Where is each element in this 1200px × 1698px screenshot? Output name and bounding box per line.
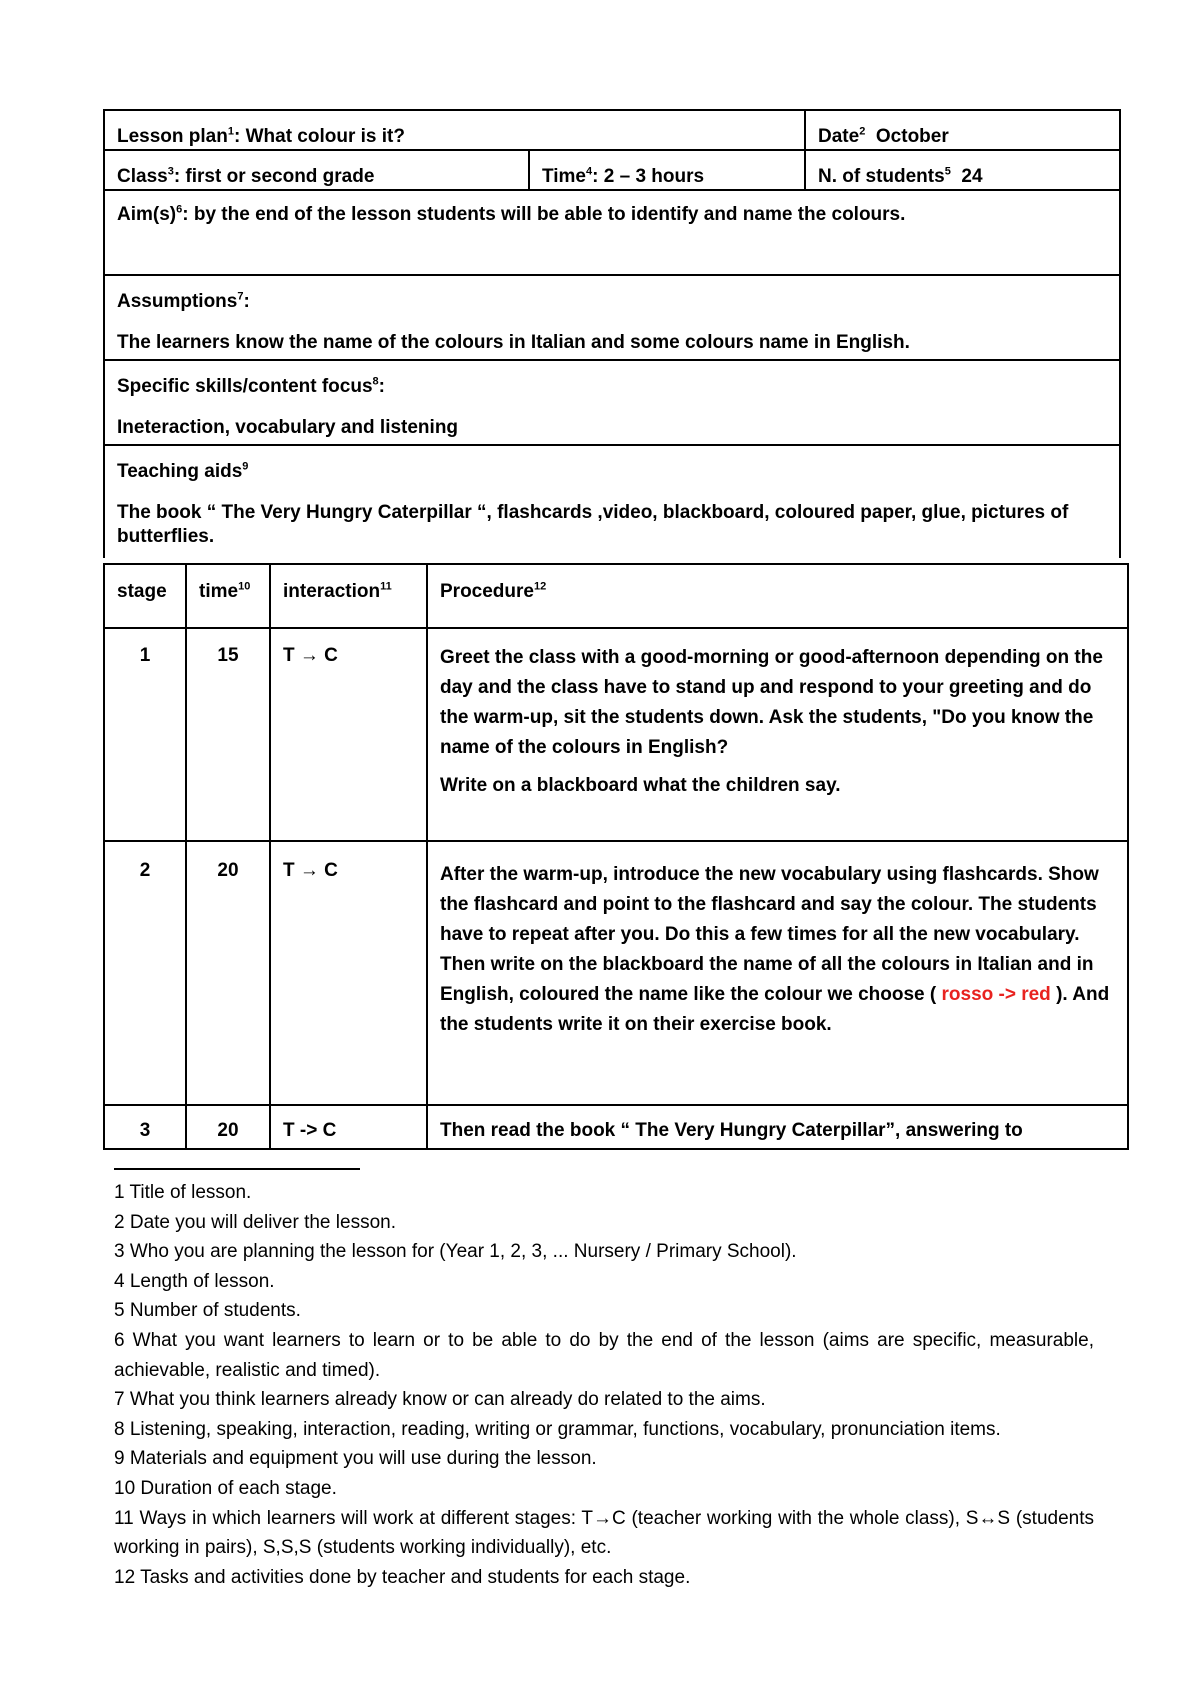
footnote-item: 4 Length of lesson.	[114, 1270, 275, 1292]
class-cell	[104, 150, 529, 190]
skills-value: Ineteraction, vocabulary and listening	[117, 417, 459, 438]
footnotes	[114, 1178, 1094, 1592]
footnote-ref: 7	[237, 290, 244, 303]
aids-label: Teaching aids	[117, 461, 243, 482]
col-interaction-header	[270, 564, 427, 628]
footnote-item: 7 What you think learners already know or can already do related to the aims.	[114, 1389, 766, 1411]
procedure-text: Write on a blackboard what the children say.	[440, 775, 841, 796]
procedure-table	[103, 563, 1129, 1150]
class-value: : first or second grade	[173, 166, 375, 187]
col-stage-header	[104, 564, 186, 628]
col-time-header	[186, 564, 270, 628]
class-row	[104, 150, 1120, 190]
procedure-cell	[427, 841, 1128, 1105]
time-cell: 20	[186, 841, 270, 1105]
assumptions-cell	[104, 275, 1120, 360]
class-label: Class	[117, 166, 168, 187]
footnote-item: 9 Materials and equipment you will use during the lesson.	[114, 1448, 597, 1470]
footnote-item: 10 Duration of each stage.	[114, 1477, 337, 1499]
lesson-row	[104, 110, 1120, 150]
stage-cell: 1	[104, 628, 186, 841]
date-value: October	[875, 126, 949, 147]
skills-row	[104, 360, 1120, 445]
footnote-ref: 2	[859, 125, 866, 138]
footnote-ref: 6	[176, 203, 183, 216]
table-row	[104, 1105, 1128, 1149]
aim-label: Aim(s)	[117, 204, 177, 225]
footnote-ref: 9	[242, 460, 249, 473]
procedure-header-row	[104, 564, 1128, 628]
footnote-ref: 11	[380, 580, 392, 593]
footnote-item: 1 Title of lesson.	[114, 1182, 252, 1203]
lesson-header-table	[103, 109, 1121, 558]
procedure-cell	[427, 1105, 1128, 1149]
procedure-text: Greet the class with a good-morning or good-afternoon depending on the day and the class have to stand up and respond to your greeting and do the warm-up, sit the students down. Ask the students, "Do you know the name of the colours in English?	[440, 647, 1103, 758]
skills-label: Specific skills/content focus	[117, 376, 373, 397]
col-procedure-label: Procedure	[440, 581, 534, 602]
col-stage-label: stage	[117, 581, 167, 602]
highlight-red-text: rosso -> red	[941, 984, 1051, 1005]
procedure-text-part: ). And the students write it on their exercise book.	[440, 984, 1110, 1035]
lesson-plan-label: Lesson plan	[117, 126, 228, 147]
date-label: Date	[818, 126, 860, 147]
time-cell: 15	[186, 628, 270, 841]
aim-cell	[104, 190, 1120, 275]
procedure-text	[440, 860, 1115, 1040]
date-cell	[805, 110, 1120, 150]
footnote-ref: 1	[227, 125, 234, 138]
assumptions-label: Assumptions	[117, 291, 238, 312]
footnote-ref: 4	[586, 165, 593, 178]
footnote-separator	[114, 1168, 360, 1170]
assumptions-row	[104, 275, 1120, 360]
interaction-cell: T -> C	[270, 1105, 427, 1149]
time-label: Time	[542, 166, 587, 187]
students-label: N. of students	[818, 166, 945, 187]
footnote-ref: 10	[238, 580, 251, 593]
stage-cell: 2	[104, 841, 186, 1105]
time-value: : 2 – 3 hours	[592, 166, 705, 187]
lesson-plan-value: : What colour is it?	[233, 126, 405, 147]
footnote-ref: 12	[533, 580, 547, 593]
assumptions-colon: :	[243, 291, 250, 312]
col-time-label: time	[199, 581, 239, 602]
footnote-item: 8 Listening, speaking, interaction, reading, writing or grammar, functions, vocabulary, pronunciation items.	[114, 1418, 1001, 1440]
table-row	[104, 628, 1128, 841]
assumptions-value: The learners know the name of the colours in Italian and some colours name in English.	[117, 332, 910, 353]
lesson-plan-cell	[104, 110, 805, 150]
footnote-item: 3 Who you are planning the lesson for (Year 1, 2, 3, ... Nursery / Primary School).	[114, 1241, 797, 1263]
skills-cell	[104, 360, 1120, 445]
aids-row	[104, 445, 1120, 558]
procedure-text-part: After the warm-up, introduce the new vocabulary using flashcards. Show the flashcard and point to the flashcard and say the colour. The students have to repeat after you. Do this a few times for all the new vocabulary. Then write on the blackboard the name of all the colours in Italian and in English, coloured the name like the colour we choose (	[440, 864, 1099, 1005]
footnote-ref: 8	[372, 375, 379, 388]
footnote-ref: 5	[944, 165, 951, 178]
aim-row	[104, 190, 1120, 275]
stage-cell: 3	[104, 1105, 186, 1149]
footnote-ref: 3	[167, 165, 174, 178]
students-cell	[805, 150, 1120, 190]
skills-colon: :	[378, 376, 385, 397]
procedure-cell	[427, 628, 1128, 841]
interaction-cell: T → C	[270, 628, 427, 841]
aids-cell	[104, 445, 1120, 558]
col-procedure-header	[427, 564, 1128, 628]
interaction-cell: T → C	[270, 841, 427, 1105]
col-interaction-label: interaction	[283, 581, 381, 602]
aim-value: : by the end of the lesson students will be able to identify and name the colours.	[182, 204, 906, 225]
table-row	[104, 841, 1128, 1105]
footnote-item: 6 What you want learners to learn or to be able to do by the end of the lesson (aims are specific, measurable, achievable, realistic and timed).	[114, 1329, 1094, 1381]
footnote-item: 5 Number of students.	[114, 1300, 301, 1322]
aids-value: The book “ The Very Hungry Caterpillar “, flashcards ,video, blackboard, coloured paper, glue, pictures of butterflies.	[117, 502, 1069, 547]
footnote-item: 2 Date you will deliver the lesson.	[114, 1211, 396, 1233]
students-value: 24	[961, 166, 983, 187]
time-cell	[529, 150, 805, 190]
time-cell: 20	[186, 1105, 270, 1149]
footnote-item: 12 Tasks and activities done by teacher and students for each stage.	[114, 1566, 691, 1588]
procedure-text: Then read the book “ The Very Hungry Caterpillar”, answering to	[440, 1120, 1023, 1141]
footnote-item: 11 Ways in which learners will work at different stages: T→C (teacher working with the whole class), S↔S (students working in pairs), S,S,S (students working individually), etc.	[114, 1507, 1094, 1559]
